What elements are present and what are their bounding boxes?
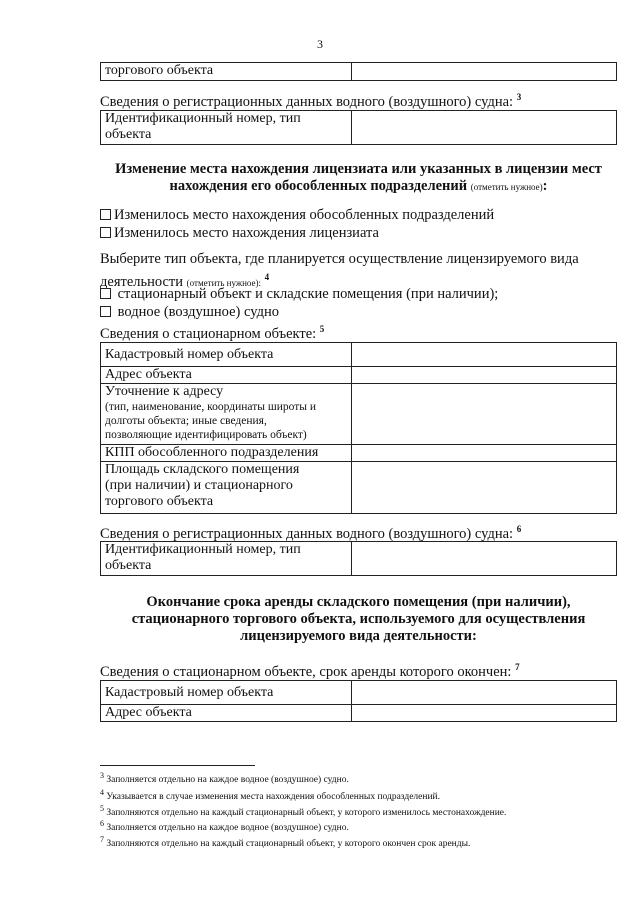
cadastral-label-2: Кадастровый номер объекта: [101, 681, 352, 705]
choose-object-type-text: Выберите тип объекта, где планируется осуществление лицензируемого вида деятельности (отметить нужное): $^4$: [100, 251, 579, 290]
stationary-caption-2: Сведения о стационарном объекте, срок аренды которого окончен: $^7$: [100, 662, 520, 680]
footnote-separator: [100, 765, 255, 766]
footnote-ref-4: 4: [264, 272, 270, 282]
warehouse-area-label: Площадь складского помещения (при наличии) и стационарного торгового объекта: [101, 462, 352, 514]
kpp-label: КПП обособленного подразделения: [101, 445, 352, 462]
address-label-1: Адрес объекта: [101, 367, 352, 384]
address-value-1[interactable]: [352, 367, 617, 384]
option-row-vessel[interactable]: водное (воздушное) судно: [100, 304, 279, 321]
option-row-stationary[interactable]: стационарный объект и складские помещения (при наличии);: [100, 286, 498, 303]
stationary-table-1: [100, 342, 617, 514]
vessel-id-label-2: Идентификационный номер, тип объекта: [101, 542, 352, 576]
footnote-7: $^7$ Заполняются отдельно на каждый стационарный объект, у которого окончен срок аренды.: [100, 835, 471, 850]
footnote-3: $^3$ Заполняется отдельно на каждое водное (воздушное) судно.: [100, 771, 349, 786]
footnote-4: $^4$ Указывается в случае изменения места нахождения обособленных подразделений.: [100, 788, 441, 803]
checkbox-vessel[interactable]: [100, 306, 111, 317]
checkbox-subdivisions[interactable]: [100, 209, 111, 220]
footnote-ref-7: 7: [515, 662, 520, 672]
checkbox-licensee[interactable]: [100, 227, 111, 238]
address-value-2[interactable]: [352, 705, 617, 722]
top-table: [100, 62, 617, 81]
vessel-id-value-1[interactable]: [352, 111, 617, 145]
footnote-ref-6: 6: [516, 524, 522, 534]
section-end-heading: Окончание срока аренды складского помещения (при наличии), стационарного торгового объекта, используемого для осуществления лицензируемого вида деятельности:: [131, 594, 586, 644]
kpp-value[interactable]: [352, 445, 617, 462]
warehouse-area-value[interactable]: [352, 462, 617, 514]
footnote-5: $^5$ Заполняются отдельно на каждый стационарный объект, у которого изменилось местонахождение.: [100, 804, 507, 819]
footnote-6: $^6$ Заполняется отдельно на каждое водное (воздушное) судно.: [100, 819, 349, 834]
address-clarify-label: Уточнение к адресу (тип, наименование, координаты широты и долготы объекта; иные сведения, позволяющие идентифицировать объект): [101, 384, 352, 445]
footnote-ref-5: 5: [319, 324, 325, 334]
top-table-value[interactable]: [352, 63, 617, 81]
vessel-caption-2: Сведения о регистрационных данных водного (воздушного) судна: $^6$: [100, 524, 522, 542]
checkbox-row-licensee[interactable]: Изменилось место нахождения лицензиата: [100, 225, 379, 242]
stationary-table-2: [100, 680, 617, 722]
footnote-ref-3: 3: [516, 92, 522, 102]
cadastral-value-2[interactable]: [352, 681, 617, 705]
address-clarify-value[interactable]: [352, 384, 617, 445]
vessel-caption-1: Сведения о регистрационных данных водного (воздушного) судна: $^3$: [100, 92, 522, 110]
cadastral-value-1[interactable]: [352, 343, 617, 367]
vessel-table-1: [100, 110, 617, 145]
section-change-heading: Изменение места нахождения лицензиата или указанных в лицензии мест нахождения его обособленных подразделений (отметить нужное):: [115, 161, 602, 194]
cadastral-label-1: Кадастровый номер объекта: [101, 343, 352, 367]
vessel-id-label-1: Идентификационный номер, тип объекта: [101, 111, 352, 145]
top-table-label: торгового объекта: [101, 63, 352, 81]
checkbox-stationary[interactable]: [100, 288, 111, 299]
vessel-table-2: [100, 541, 617, 576]
address-label-2: Адрес объекта: [101, 705, 352, 722]
page-number: 3: [317, 37, 323, 51]
checkbox-row-subdivisions[interactable]: Изменилось место нахождения обособленных подразделений: [100, 207, 494, 224]
vessel-id-value-2[interactable]: [352, 542, 617, 576]
stationary-caption-1: Сведения о стационарном объекте: $^5$: [100, 324, 325, 342]
